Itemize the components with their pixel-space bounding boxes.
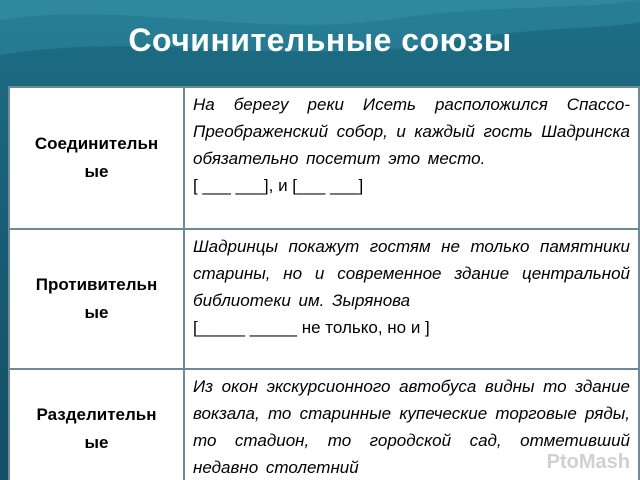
conjunction-type-label-end: ые bbox=[84, 303, 109, 322]
example-sentence: Шадринцы покажут гостям не только памятники старины, но и современное здание центральной библиотеки им. Зырянова bbox=[193, 237, 630, 310]
conjunction-type-cell bbox=[9, 369, 184, 480]
watermark: PtoMash bbox=[546, 451, 630, 473]
example-cell bbox=[184, 229, 639, 369]
conjunction-type-label-end: ые bbox=[84, 433, 109, 452]
conjunction-type-cell bbox=[9, 229, 184, 369]
sentence-scheme: [ ___ ___], и [___ ___] bbox=[193, 176, 364, 195]
table-row bbox=[9, 87, 639, 229]
conjunctions-table bbox=[8, 86, 640, 480]
example-sentence: На берегу реки Исеть расположился Спассо-Преображенский собор, и каждый гость Шадринска обязательно посетит это место. bbox=[193, 95, 630, 168]
example-cell bbox=[184, 87, 639, 229]
example-sentence: Из окон экскурсионного автобуса видны то здание вокзала, то старинные купеческие торговые ряды, то стадион, то городской сад, отметивший недавно столетний bbox=[193, 377, 630, 477]
conjunction-type-label: Противительн bbox=[35, 275, 158, 294]
slide-title: Сочинительные союзы bbox=[128, 22, 512, 58]
conjunction-type-cell bbox=[9, 87, 184, 229]
table-row bbox=[9, 229, 639, 369]
table-row bbox=[9, 369, 639, 480]
conjunction-type-label: Соединительн bbox=[34, 134, 159, 153]
sentence-scheme: [_____ _____ не только, но и ] bbox=[193, 318, 430, 337]
conjunction-type-label: Разделительн bbox=[36, 405, 157, 424]
conjunction-type-label-end: ые bbox=[84, 162, 109, 181]
